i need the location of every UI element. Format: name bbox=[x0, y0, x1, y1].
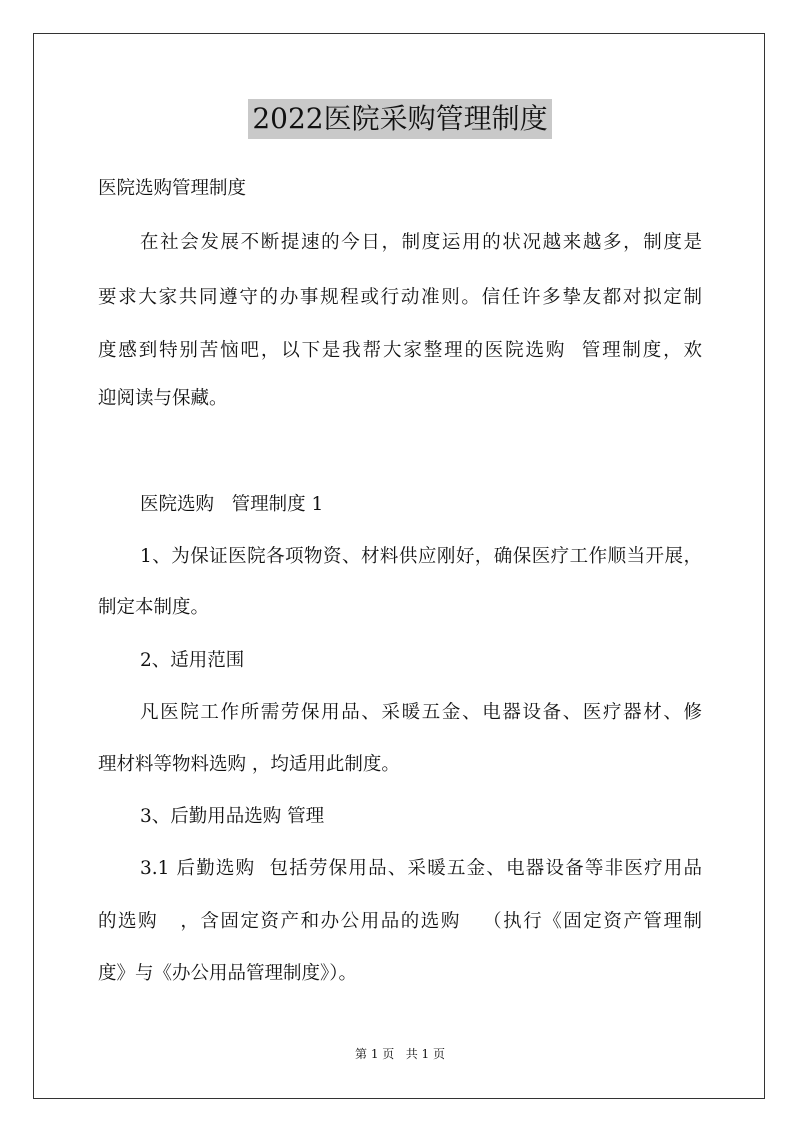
document-title: 2022医院采购管理制度 bbox=[248, 99, 551, 139]
section-heading: 医院选购 管理制度 1 bbox=[140, 494, 324, 515]
paragraph-line: 度感到特别苦恼吧，以下是我帮大家整理的医院选购 管理制度，欢 bbox=[98, 340, 702, 361]
paragraph-line: 凡医院工作所需劳保用品、采暖五金、电器设备、医疗器材、修 bbox=[140, 702, 702, 723]
paragraph-line: 在社会发展不断提速的今日，制度运用的状况越来越多，制度是 bbox=[140, 232, 702, 253]
paragraph-line: 迎阅读与保藏。 bbox=[98, 388, 228, 409]
paragraph-line: 2、适用范围 bbox=[140, 650, 245, 671]
paragraph-line: 制定本制度。 bbox=[98, 597, 210, 618]
document-subtitle: 医院选购管理制度 bbox=[98, 178, 247, 199]
page-footer: 第 1 页 共 1 页 bbox=[355, 1047, 445, 1061]
paragraph-line: 1、为保证医院各项物资、材料供应刚好，确保医疗工作顺当开展， bbox=[140, 546, 702, 567]
paragraph-line: 3、后勤用品选购 管理 bbox=[140, 806, 325, 827]
paragraph-line: 3.1 后勤选购 包括劳保用品、采暖五金、电器设备等非医疗用品 bbox=[140, 858, 702, 879]
paragraph-line: 理材料等物料选购 ，均适用此制度。 bbox=[98, 754, 400, 775]
title-container bbox=[0, 99, 800, 139]
paragraph-line: 度》与《办公用品管理制度》）。 bbox=[98, 963, 358, 984]
paragraph-line: 的选购 ，含固定资产和办公用品的选购 （执行《固定资产管理制 bbox=[98, 911, 702, 932]
paragraph-line: 要求大家共同遵守的办事规程或行动准则。信任许多挚友都对拟定制 bbox=[98, 287, 702, 308]
